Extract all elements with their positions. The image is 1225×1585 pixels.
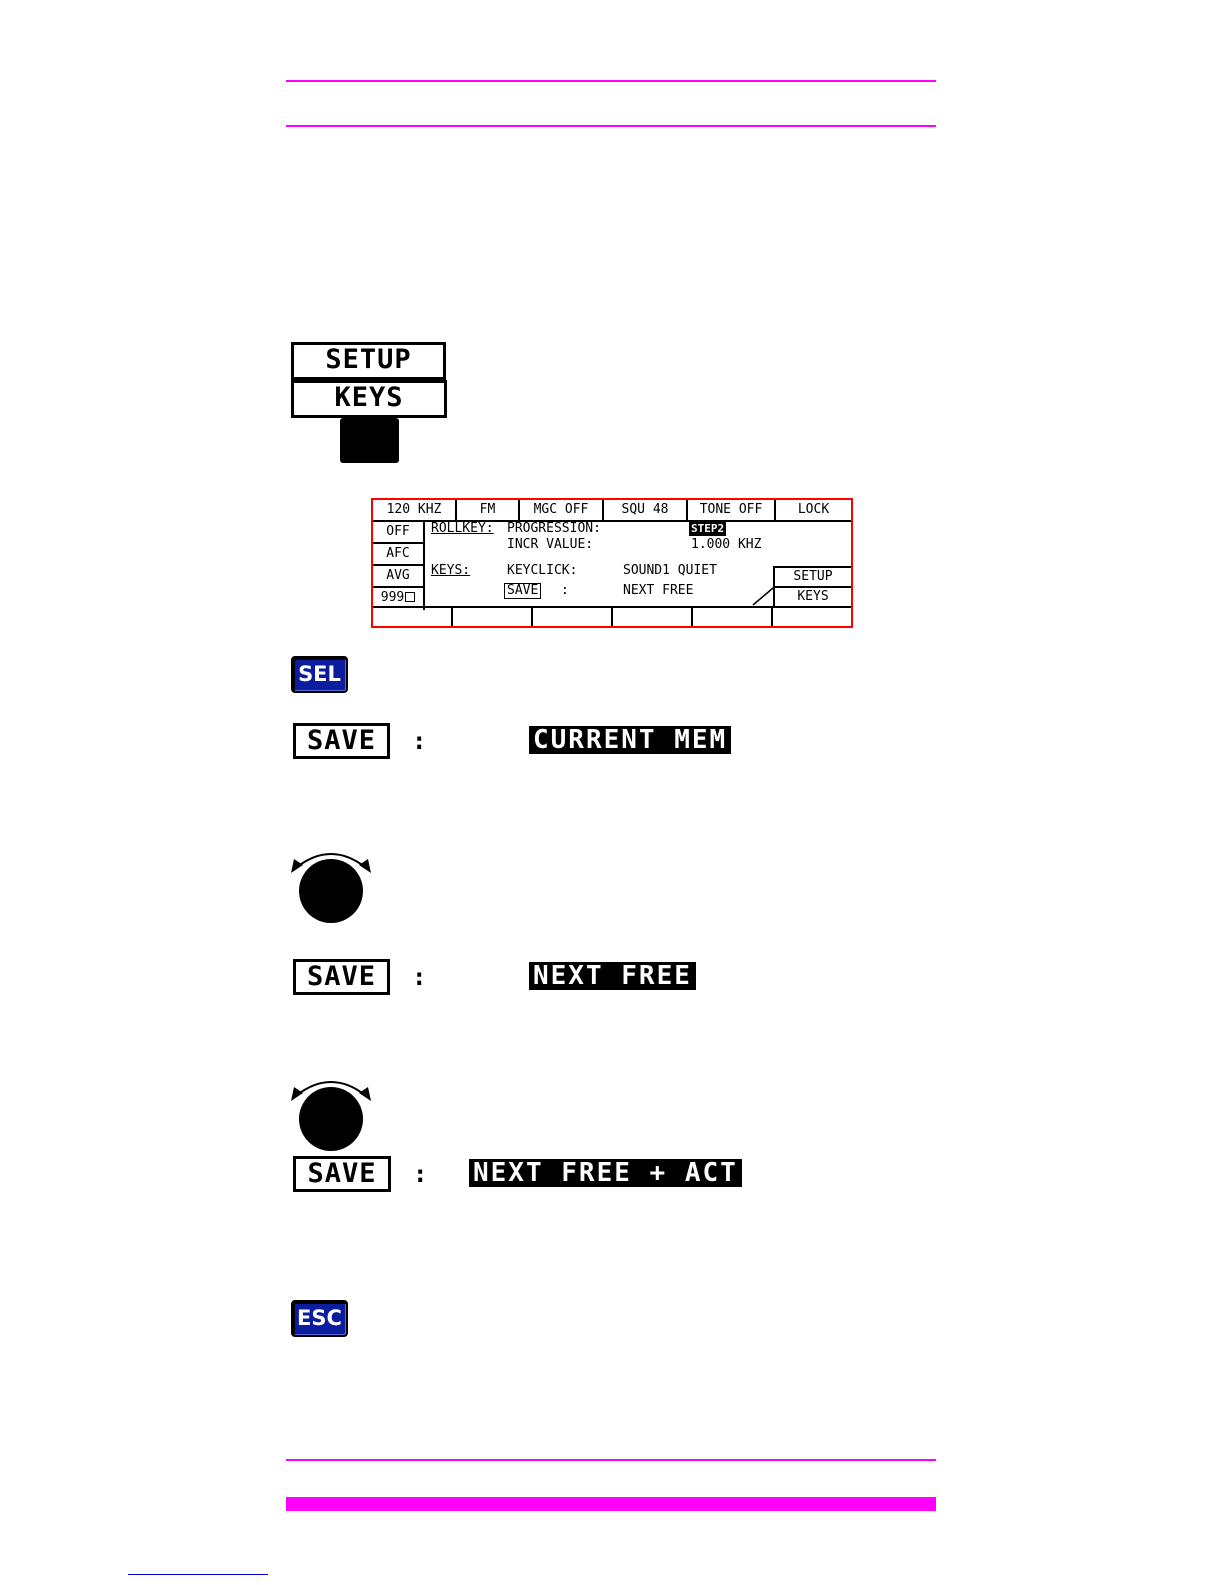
lcd-rollkey-label: ROLLKEY: [431, 521, 494, 536]
lcd-setup-keys-softkey[interactable] [773, 566, 851, 606]
lcd-side-afc: AFC [373, 544, 425, 566]
esc-key[interactable]: ESC [291, 1300, 348, 1337]
save-label: SAVE [293, 1156, 391, 1192]
save-label: SAVE [293, 723, 390, 759]
save-colon: : [412, 727, 427, 755]
lcd-status-mgc: MGC OFF [520, 500, 604, 520]
save-value-current-mem: CURRENT MEM [529, 726, 731, 754]
rotary-knob-icon[interactable] [291, 847, 371, 927]
softkey-button[interactable] [340, 418, 399, 463]
checkbox-icon [405, 592, 415, 602]
lcd-side-menu [373, 522, 425, 610]
save-value-next-free-act: NEXT FREE + ACT [469, 1159, 742, 1187]
lcd-progression-value: STEP2 [691, 522, 725, 535]
lcd-progression-label: PROGRESSION: [507, 521, 601, 536]
save-colon: : [413, 1160, 428, 1188]
softkey-setup-label: SETUP [291, 342, 446, 380]
footer-rule-thick [286, 1497, 936, 1511]
lcd-save-value: NEXT FREE [623, 583, 694, 598]
sel-key[interactable]: SEL [291, 656, 348, 693]
save-label: SAVE [293, 959, 390, 995]
lcd-softkey-slot [373, 608, 453, 626]
lcd-incr-value: 1.000 KHZ [691, 537, 762, 552]
lcd-softkey-slot [773, 608, 851, 626]
lcd-softkey-keys: KEYS [775, 586, 851, 606]
lcd-softkey-row [373, 606, 851, 626]
lcd-softkey-slot [693, 608, 773, 626]
rotary-knob-icon[interactable] [291, 1075, 371, 1155]
lcd-status-bar [373, 500, 851, 522]
lcd-keyclick-label: KEYCLICK: [507, 563, 578, 578]
lcd-softkey-slot [453, 608, 533, 626]
lcd-incr-label: INCR VALUE: [507, 537, 594, 552]
save-value-next-free: NEXT FREE [529, 962, 696, 990]
lcd-status-lock: LOCK [797, 502, 830, 517]
lcd-side-avg: AVG [373, 566, 425, 588]
lcd-save-colon: : [561, 583, 569, 598]
softkey-keys-label: KEYS [291, 380, 447, 418]
lcd-keyclick-value: SOUND1 QUIET [623, 563, 717, 578]
lcd-softkey-slot [533, 608, 613, 626]
lcd-softkey-setup: SETUP [775, 566, 851, 586]
lcd-side-memory-number: 999 [380, 590, 405, 605]
lcd-status-squelch: SQU 48 [604, 500, 688, 520]
save-colon: : [412, 963, 427, 991]
header-rule-top [286, 80, 936, 82]
header-rule-bottom [286, 125, 936, 127]
lcd-keys-label: KEYS: [431, 563, 471, 578]
lcd-status-bandwidth: 120 KHZ [373, 500, 457, 520]
footer-rule-thin [286, 1459, 936, 1461]
lcd-side-off: OFF [373, 522, 425, 544]
lcd-screen [371, 498, 853, 628]
lcd-status-tone: TONE OFF [688, 500, 776, 520]
lcd-softkey-slot [613, 608, 693, 626]
lcd-status-mode: FM [457, 500, 520, 520]
lcd-save-label: SAVE [504, 583, 541, 599]
footnote-separator [128, 1574, 268, 1575]
softkey-divider-icon [751, 586, 775, 606]
